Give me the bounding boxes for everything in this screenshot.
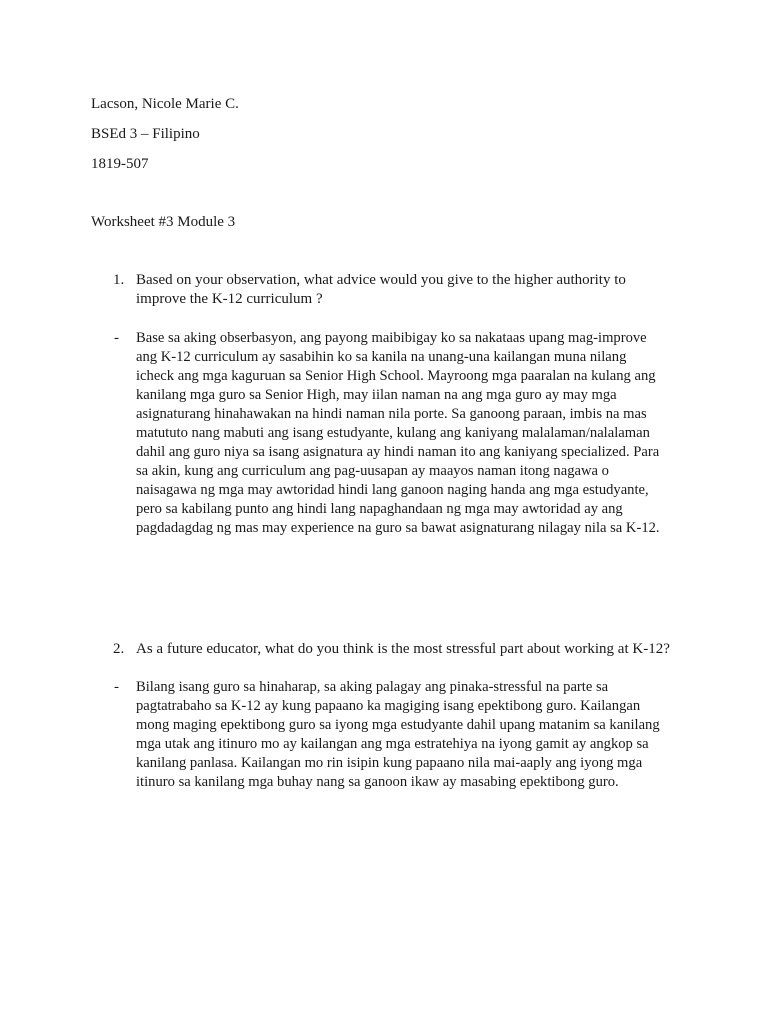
answer-2-line: kanilang panlasa. Kailangan mo rin isipin kung papaano nila mai-aaply ang iyong mga [136, 755, 643, 771]
question-2-number: 2. [113, 641, 125, 657]
question-2-line: As a future educator, what do you think is the most stressful part about working at K-12? [136, 641, 670, 657]
answer-1-bullet: - [114, 330, 119, 346]
answer-2-line: pagtatrabaho sa K-12 ay kung papaano ka magiging isang epektibong guro. Kailangan [136, 698, 641, 714]
answer-1-line: icheck ang mga kaguruan sa Senior High School. Mayroong mga paaralan na kulang ang [136, 368, 656, 384]
answer-1-line: sa akin, kung ang curriculum ang pag-uusapan ay maayos naman itong nagawa o [136, 463, 609, 479]
answer-2-line: mong maging epektibong guro sa iyong mga estudyante dahil upang matanim sa kanilang [136, 717, 660, 733]
answer-1-line: ang K-12 curriculum ay sasabihin ko sa kanila na unang-una kailangan muna nilang [136, 349, 627, 365]
answer-1-line: matututo nang mabuti ang isang estudyante, kulang ang kaniyang malalaman/nalalaman [136, 425, 650, 441]
student-id-number: 1819-507 [91, 156, 149, 172]
question-1-line: improve the K-12 curriculum ? [136, 291, 323, 307]
student-name: Lacson, Nicole Marie C. [91, 96, 239, 112]
answer-1-text [136, 329, 696, 538]
answer-1-line: dahil ang guro niya sa isang asignatura ay hindi naman ito ang kaniyang specialized. Para [136, 444, 660, 460]
answer-2-line: itinuro sa kanilang mga buhay nang sa ganoon ikaw ay masabing epektibong guro. [136, 774, 619, 790]
answer-1-line: Base sa aking obserbasyon, ang payong maibibigay ko sa nakataas upang mag-improve [136, 330, 647, 346]
answer-2-line: mga utak ang itinuro mo ay kailangan ang mga estratehiya na iyong gamit ay angkop sa [136, 736, 649, 752]
answer-2-bullet: - [114, 679, 119, 695]
question-1-line: Based on your observation, what advice would you give to the higher authority to [136, 272, 626, 288]
question-1-number: 1. [113, 272, 125, 288]
answer-1-line: kanilang mga guro sa Senior High, may iilan naman na ang mga guro ay may mga [136, 387, 617, 403]
question-2-text [136, 640, 696, 659]
student-course: BSEd 3 – Filipino [91, 126, 200, 142]
worksheet-title: Worksheet #3 Module 3 [91, 214, 236, 230]
question-1-text [136, 271, 696, 309]
answer-1-line: pagdadagdag ng mas may experience na guro sa bawat asignaturang nilagay nila sa K-12. [136, 520, 660, 536]
answer-2-line: Bilang isang guro sa hinaharap, sa aking palagay ang pinaka-stressful na parte sa [136, 679, 609, 695]
answer-1-line: pero sa kabilang punto ang hindi lang napaghandaan ng mga may awtoridad ay ang [136, 501, 623, 517]
answer-2-text [136, 678, 696, 792]
answer-1-line: asignaturang hinahawakan na hindi naman nila porte. Sa ganoong paraan, imbis na mas [136, 406, 647, 422]
answer-1-line: naisagawa ng mga may awtoridad hindi lang ganoon naging handa ang mga estudyante, [136, 482, 649, 498]
